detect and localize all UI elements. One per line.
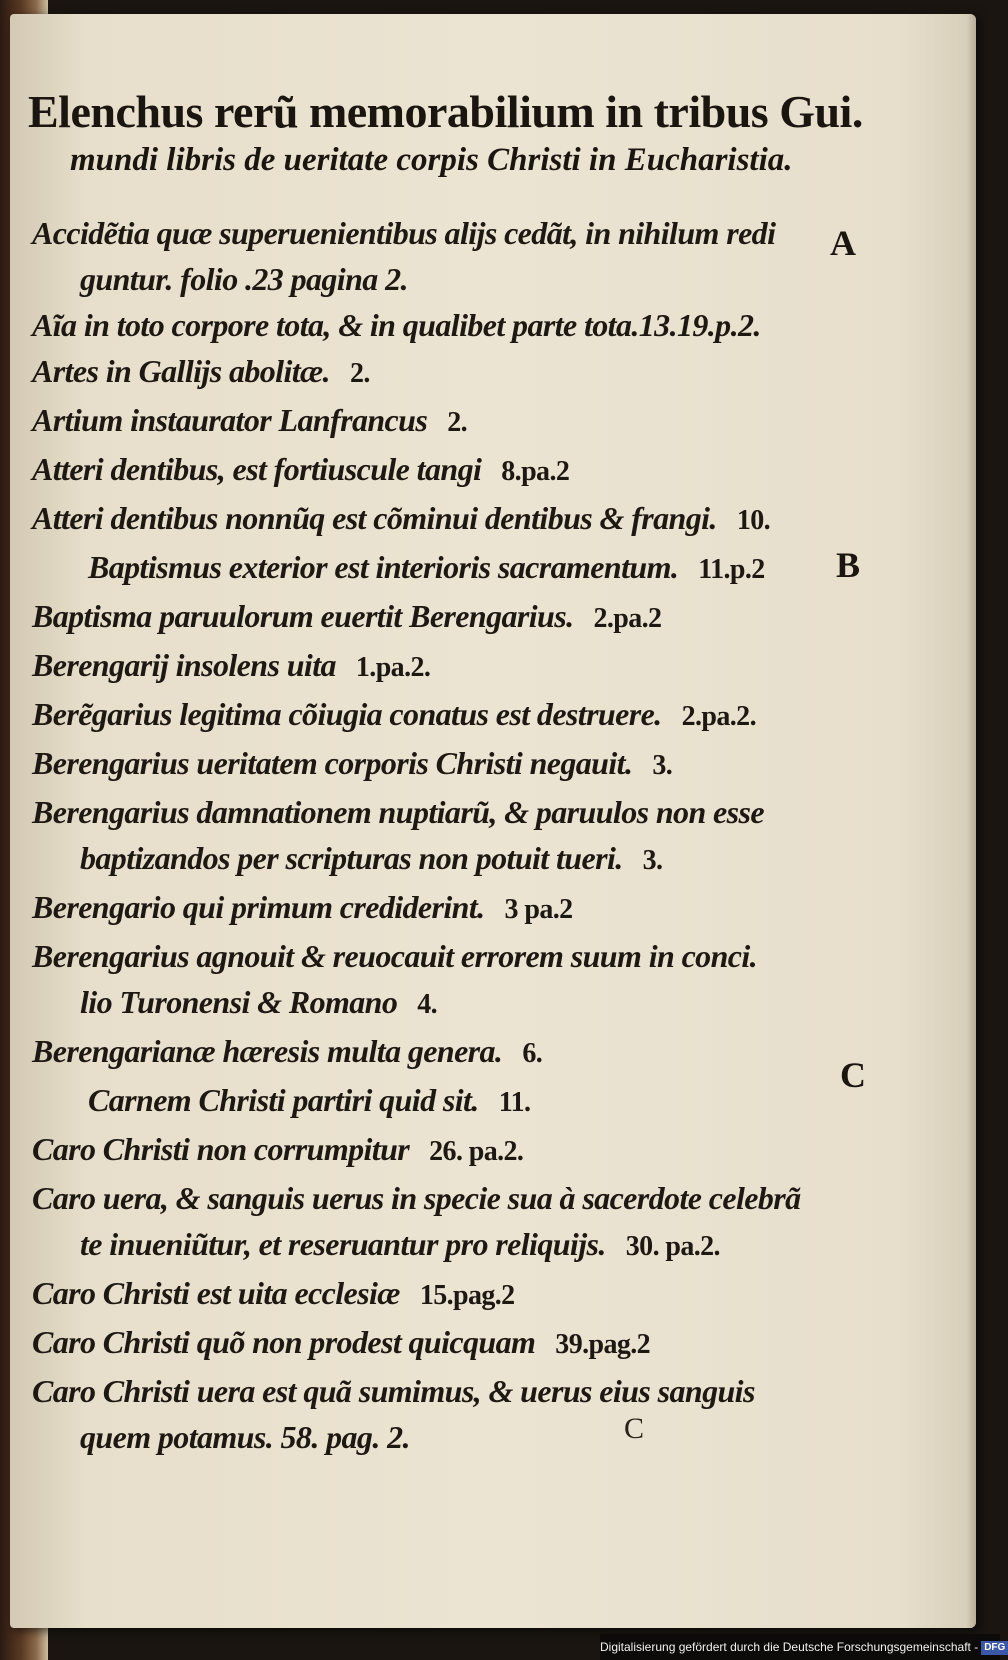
index-entry: [32, 397, 862, 446]
index-entries: [32, 210, 862, 1460]
entry-text: Atteri dentibus, est fortiuscule tangi: [32, 451, 482, 487]
section-letter-a: A: [830, 223, 856, 263]
dfg-logo: DFG: [981, 1641, 1008, 1655]
index-entry-continuation: [32, 1414, 862, 1460]
index-entry: [32, 1270, 862, 1319]
entry-reference: 2.: [349, 358, 370, 389]
index-entry: [32, 1077, 862, 1126]
entry-reference: 11.: [498, 1087, 531, 1118]
index-entry: [32, 210, 862, 256]
section-letter-b: B: [836, 545, 861, 585]
entry-text: quem potamus. 58. pag. 2.: [80, 1419, 410, 1455]
index-entry: [32, 1319, 862, 1368]
header-title-line2: mundi libris de ueritate corpis Christi in Eucharistia.: [70, 142, 793, 178]
entry-text: Caro Christi est uita ecclesiæ: [32, 1275, 400, 1311]
entry-reference: 2.pa.2.: [681, 701, 756, 732]
entry-reference: 26. pa.2.: [429, 1136, 524, 1167]
entry-reference: 3.: [642, 845, 663, 876]
entry-text: Berengarius ueritatem corporis Christi negauit.: [32, 745, 633, 781]
index-entry: [32, 1175, 862, 1221]
entry-text: Berengario qui primum crediderint.: [32, 889, 485, 925]
catchword: C: [624, 1412, 645, 1445]
index-entry: [32, 1126, 862, 1175]
index-entry: [32, 1368, 862, 1414]
entry-reference: 6.: [522, 1038, 543, 1069]
digitization-credit: [600, 1634, 1006, 1660]
entry-reference: 39.pag.2: [555, 1329, 651, 1360]
entry-text: Baptisma paruulorum euertit Berengarius.: [32, 598, 574, 634]
entry-reference: 30. pa.2.: [625, 1231, 720, 1262]
index-entry: [32, 544, 862, 593]
index-entry-continuation: [32, 256, 862, 302]
entry-reference: 11.p.2: [698, 554, 765, 585]
credit-text: Digitalisierung gefördert durch die Deutsche Forschungsgemeinschaft -: [600, 1640, 979, 1654]
entry-text: Aĩa in toto corpore tota, & in qualibet parte tota.13.19.p.2.: [32, 307, 761, 343]
index-entry-continuation: [32, 979, 862, 1028]
index-entry: [32, 302, 862, 348]
index-entry: [32, 1028, 862, 1077]
entry-text: Caro Christi non corrumpitur: [32, 1131, 410, 1167]
index-entry: [32, 740, 862, 789]
entry-reference: 3 pa.2: [504, 894, 573, 925]
entry-text: te inueniũtur, et reseruantur pro reliquijs.: [80, 1226, 606, 1262]
entry-text: Berengarianæ hæresis multa genera.: [32, 1033, 503, 1069]
entry-text: Berẽgarius legitima cõiugia conatus est destruere.: [32, 696, 662, 732]
entry-text: Caro Christi quõ non prodest quicquam: [32, 1324, 536, 1360]
entry-text: Artium instaurator Lanfrancus: [32, 402, 428, 438]
entry-reference: 3.: [652, 750, 673, 781]
entry-text: Berengarius agnouit & reuocauit errorem suum in conci.: [32, 938, 758, 974]
entry-reference: 10.: [736, 505, 771, 536]
entry-text: Caro uera, & sanguis uerus in specie sua à sacerdote celebrã: [32, 1180, 801, 1216]
index-entry: [32, 933, 862, 979]
entry-text: Atteri dentibus nonnũq est cõminui dentibus & frangi.: [32, 500, 717, 536]
index-entry: [32, 446, 862, 495]
index-entry-continuation: [32, 1221, 862, 1270]
section-letter-c: C: [840, 1055, 866, 1095]
book-page: [10, 14, 976, 1628]
page-edge: [966, 14, 976, 1628]
entry-text: Carnem Christi partiri quid sit.: [88, 1082, 479, 1118]
entry-text: baptizandos per scripturas non potuit tueri.: [80, 840, 623, 876]
index-entry-continuation: [32, 835, 862, 884]
entry-reference: 1.pa.2.: [355, 652, 431, 683]
entry-text: Baptismus exterior est interioris sacramentum.: [88, 549, 679, 585]
entry-text: guntur. folio .23 pagina 2.: [80, 261, 408, 297]
index-entry: [32, 348, 862, 397]
entry-text: Caro Christi uera est quã sumimus, & uerus eius sanguis: [32, 1373, 755, 1409]
entry-text: Artes in Gallijs abolitæ.: [32, 353, 330, 389]
index-entry: [32, 789, 862, 835]
header-title-line1: Elenchus rerũ memorabilium in tribus Gui.: [28, 86, 863, 137]
entry-reference: 15.pag.2: [419, 1280, 515, 1311]
index-entry: [32, 593, 862, 642]
index-entry: [32, 884, 862, 933]
page-header: [28, 86, 928, 182]
entry-text: Berengarius damnationem nuptiarũ, & paruulos non esse: [32, 794, 764, 830]
entry-reference: 4.: [417, 989, 438, 1020]
entry-reference: 2.pa.2: [593, 603, 662, 634]
entry-text: Berengarij insolens uita: [32, 647, 336, 683]
entry-reference: 2.: [447, 407, 468, 438]
entry-reference: 8.pa.2: [501, 456, 570, 487]
entry-text: lio Turonensi & Romano: [80, 984, 398, 1020]
index-entry: [32, 495, 862, 544]
index-entry: [32, 691, 862, 740]
entry-text: Accidẽtia quæ superuenientibus alijs cedãt, in nihilum redi: [32, 215, 776, 251]
index-entry: [32, 642, 862, 691]
